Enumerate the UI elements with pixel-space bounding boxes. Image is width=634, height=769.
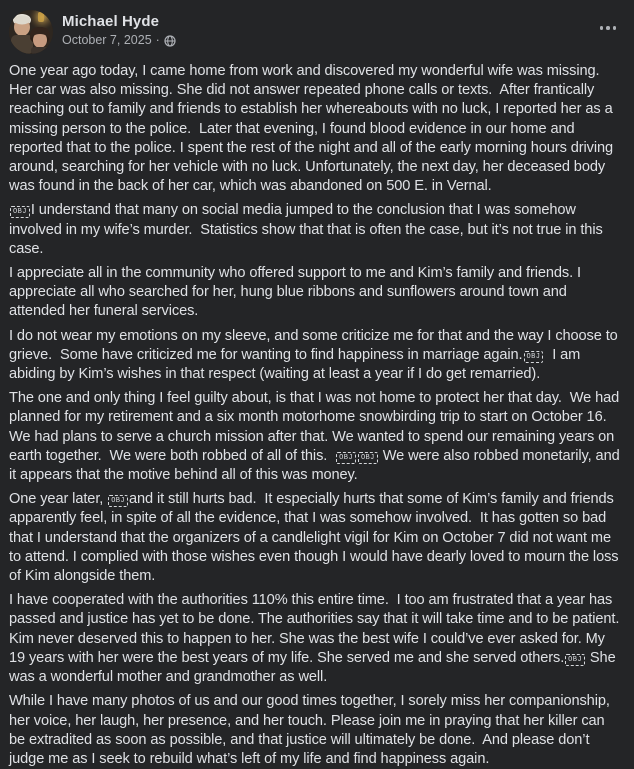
- text-run: While I have many photos of us and our good times together, I sorely miss her companionship, her voice, her laugh, her presence, and her touch. Please join me in praying that her killer can be extradited as soon as possible, and that justice will ultimately be done. And please don’t judge me as I seek to rebuild what’s left of my life and find happiness again.: [9, 693, 614, 767]
- text-run: I do not wear my emotions on my sleeve, and some criticize me for that and the way I choose to grieve. Some have criticized me for wanting to find happiness in marriage again.: [9, 327, 622, 363]
- text-run: I am abiding by Kim’s wishes in that respect (waiting at least a year if I do get remarried).: [9, 346, 585, 383]
- avatar-photo: [9, 10, 53, 54]
- author-name[interactable]: Michael Hyde: [62, 13, 160, 30]
- text-run: The one and only thing I feel guilty about, is that I was not home to protect her that day. We had planned for my retirement and a six month motorhome snowbirding trip to start on October 16. We had plans to serve a church mission after that. We wanted to spend our remaining years on earth together. We were both robbed of all of this.: [9, 390, 624, 464]
- post-paragraph: [9, 490, 623, 586]
- object-replacement-icon: OBJ: [336, 452, 356, 464]
- text-run: We were also robbed monetarily, and it appears that the motive behind all of this was money.: [9, 447, 624, 484]
- header-meta: [62, 10, 176, 49]
- post-subline: [62, 32, 176, 49]
- text-run: I understand that many on social media jumped to the conclusion that I was somehow involved in my wife’s murder. Statistics show that that is often the case, but it’s not true in this case.: [9, 202, 607, 257]
- post-body: [9, 62, 624, 769]
- post-paragraph: [9, 327, 623, 385]
- object-replacement-icon: OBJ: [565, 654, 585, 666]
- object-replacement-icon: OBJ: [10, 206, 30, 218]
- object-replacement-icon: OBJ: [358, 452, 378, 464]
- post-paragraph: [9, 201, 623, 259]
- post-paragraph: [9, 692, 623, 769]
- post-paragraph: [9, 62, 623, 196]
- separator-dot: ·: [155, 33, 160, 47]
- text-run: I have cooperated with the authorities 110% this entire time. I too am frustrated that a year has passed and justice has yet to be done. The authorities say that it will take time and to be patient. Kim never deserved this to happen to her. She was the best wife I could’ve ever asked for. My 19 years with her were the best years of my life. She served me and she served others.: [9, 592, 624, 666]
- timestamp[interactable]: October 7, 2025: [62, 33, 152, 47]
- globe-icon: [164, 35, 176, 47]
- text-run: She was a wonderful mother and grandmother as well.: [9, 649, 620, 686]
- text-run: and it still hurts bad. It especially hurts that some of Kim’s family and friends apparently feel, in spite of all the evidence, that I was somehow involved. It has gotten so bad that I understand that the organizers of a candlelight vigil for Kim on October 7 did not want me to attend. I complied with those wishes even though I would have dearly loved to mourn the loss of Kim alongside them.: [9, 491, 623, 585]
- more-options-button[interactable]: [594, 18, 623, 38]
- object-replacement-icon: OBJ: [108, 495, 128, 507]
- text-run: One year later,: [9, 491, 108, 508]
- object-replacement-icon: OBJ: [524, 351, 544, 363]
- post-paragraph: [9, 389, 623, 485]
- post-paragraph: [9, 591, 623, 687]
- ellipsis-icon: [600, 26, 617, 30]
- avatar[interactable]: [9, 10, 53, 54]
- text-run: I appreciate all in the community who offered support to me and Kim’s family and friends. I appreciate all who searched for her, hung blue ribbons and sunflowers around town and attended her funeral services.: [9, 265, 585, 320]
- text-run: One year ago today, I came home from work and discovered my wonderful wife was missing. Her car was also missing. She did not answer repeated phone calls or texts. After frantically reaching out to family and friends to establish her whereabouts with no luck, I reported her as a missing person to the police. Later that evening, I found blood evidence in our home and reported that to the police. I spent the rest of the night and all of the early morning hours driving around, searching for her vehicle with no luck. Unfortunately, the next day, her deceased body was found in the back of her car, which was abandoned on 500 E. in Vernal.: [9, 63, 617, 195]
- post-header: [9, 10, 624, 54]
- post-paragraph: [9, 264, 623, 322]
